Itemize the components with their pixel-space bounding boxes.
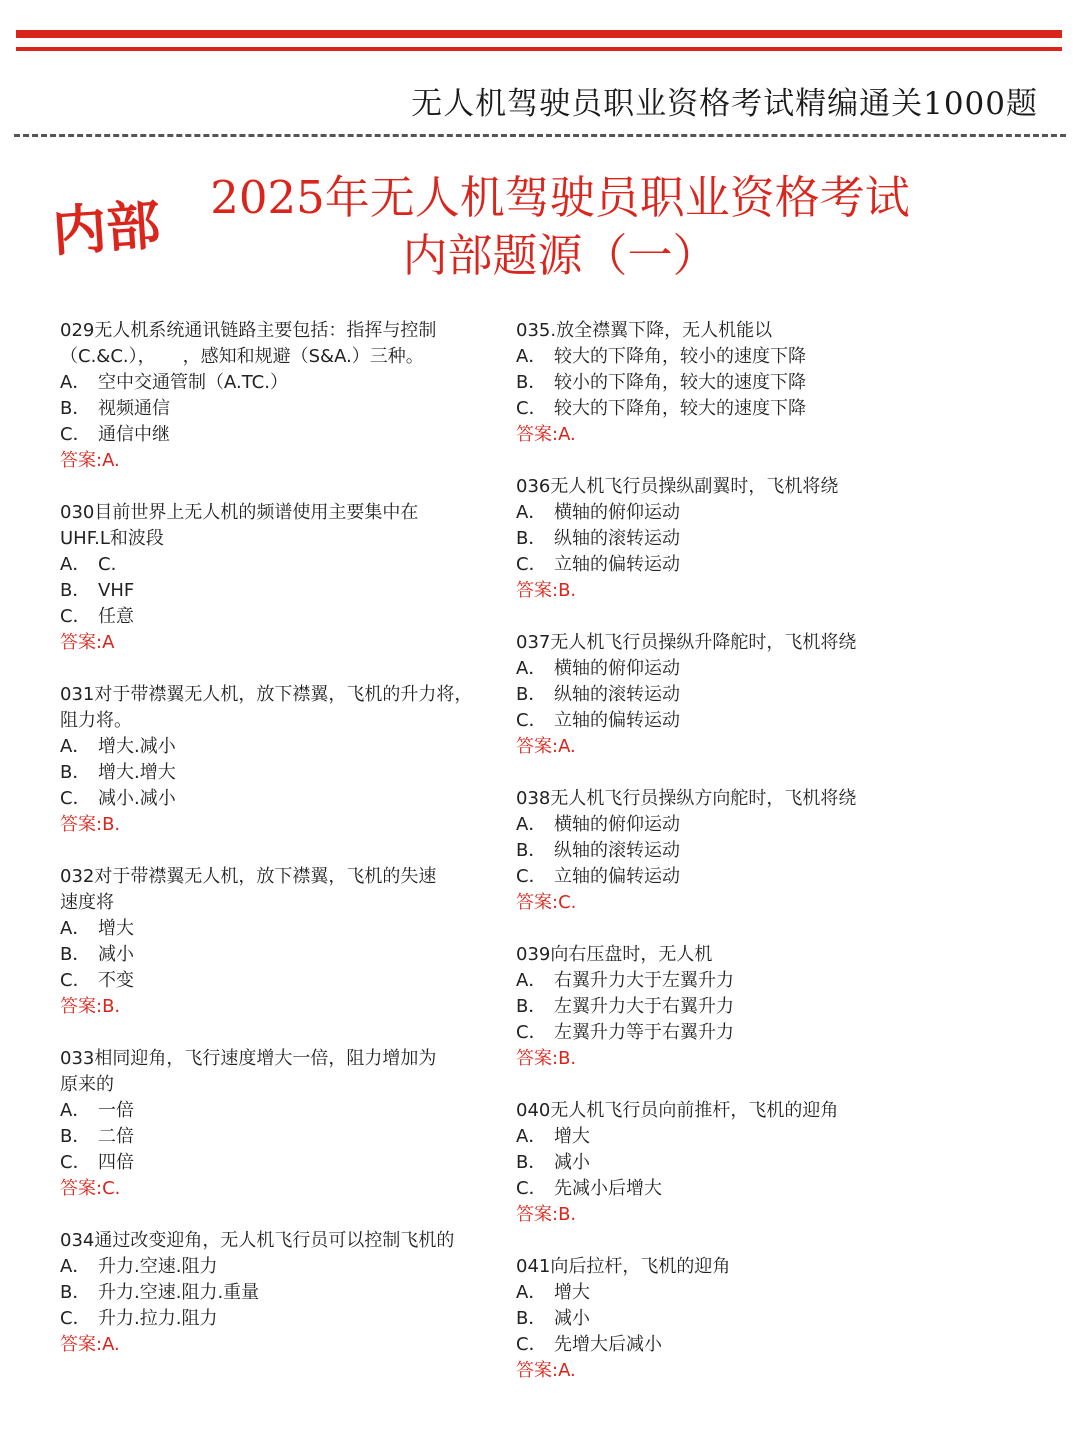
option-letter: B． <box>60 762 91 783</box>
question-stem: 原来的 <box>60 1074 114 1095</box>
question-stem: 阻力将。 <box>60 710 132 731</box>
option-text: 立轴的偏转运动 <box>554 554 680 575</box>
option-letter: B． <box>516 1308 547 1329</box>
option-a <box>60 734 500 760</box>
option-letter: A． <box>516 346 547 367</box>
option-letter: B． <box>60 1126 91 1147</box>
option-text: 一倍 <box>98 1100 134 1121</box>
page-title-line1: 2025年无人机驾驶员职业资格考试 <box>210 171 910 224</box>
question-stem: 029无人机系统通讯链路主要包括：指挥与控制 <box>60 320 437 341</box>
answer-label: 答案:B. <box>60 814 121 835</box>
option-a <box>60 1098 500 1124</box>
option-b <box>516 838 956 864</box>
answer-label: 答案:C. <box>516 892 577 913</box>
option-letter: C． <box>516 1178 547 1199</box>
question-stem: 034通过改变迎角，无人机飞行员可以控制飞机的 <box>60 1230 455 1251</box>
option-c <box>516 864 956 890</box>
option-a <box>60 552 500 578</box>
option-c <box>60 604 500 630</box>
option-text: 视频通信 <box>98 398 170 419</box>
answer-label: 答案:B. <box>516 1204 577 1225</box>
option-letter: B． <box>60 1282 91 1303</box>
option-letter: A． <box>516 1126 547 1147</box>
question-stem: 033相同迎角，飞行速度增大一倍，阻力增加为 <box>60 1048 437 1069</box>
option-letter: A． <box>516 502 547 523</box>
question-stem: 038无人机飞行员操纵方向舵时，飞机将绕 <box>516 788 857 809</box>
internal-badge: 内部 <box>50 192 163 264</box>
option-letter: B． <box>60 580 91 601</box>
option-c <box>60 786 500 812</box>
top-red-thin-bar <box>16 47 1062 51</box>
option-a <box>60 1254 500 1280</box>
option-text: 升力.空速.阻力 <box>98 1256 218 1277</box>
option-a <box>516 1280 956 1306</box>
answer-label: 答案:A. <box>60 1334 120 1355</box>
option-b <box>60 1124 500 1150</box>
option-letter: C． <box>516 1022 547 1043</box>
option-b <box>516 370 956 396</box>
option-text: 纵轴的滚转运动 <box>554 840 680 861</box>
question-block <box>516 630 956 760</box>
question-block <box>60 318 500 474</box>
option-text: 横轴的俯仰运动 <box>554 658 680 679</box>
option-text: 纵轴的滚转运动 <box>554 684 680 705</box>
option-a <box>516 1124 956 1150</box>
option-c <box>516 1020 956 1046</box>
option-letter: A． <box>516 1282 547 1303</box>
option-text: VHF <box>98 580 135 601</box>
option-letter: B． <box>516 684 547 705</box>
option-a <box>516 968 956 994</box>
answer-label: 答案:C. <box>60 1178 121 1199</box>
option-letter: C． <box>516 1334 547 1355</box>
option-letter: A． <box>60 918 91 939</box>
question-block <box>60 1228 500 1358</box>
book-title: 无人机驾驶员职业资格考试精编通关1000题 <box>411 86 1038 122</box>
option-letter: A． <box>60 372 91 393</box>
right-question-column <box>516 318 956 1410</box>
question-stem: （C.&C.）， ，感知和规避（S&A.）三种。 <box>60 346 424 367</box>
option-text: 立轴的偏转运动 <box>554 710 680 731</box>
question-stem: 037无人机飞行员操纵升降舵时，飞机将绕 <box>516 632 857 653</box>
option-text: 减小 <box>98 944 134 965</box>
option-text: 横轴的俯仰运动 <box>554 502 680 523</box>
option-text: 四倍 <box>98 1152 134 1173</box>
option-text: 较大的下降角，较大的速度下降 <box>554 398 806 419</box>
question-block <box>60 500 500 656</box>
option-b <box>516 1306 956 1332</box>
option-a <box>516 500 956 526</box>
question-block <box>516 942 956 1072</box>
option-letter: B． <box>516 372 547 393</box>
answer-label: 答案:A. <box>516 736 576 757</box>
option-c <box>516 1176 956 1202</box>
option-c <box>60 1306 500 1332</box>
option-text: 任意 <box>98 606 134 627</box>
question-stem: 031对于带襟翼无人机，放下襟翼，飞机的升力将， <box>60 684 473 705</box>
option-letter: C． <box>516 554 547 575</box>
question-block <box>60 864 500 1020</box>
option-c <box>516 396 956 422</box>
option-letter: C． <box>60 1308 91 1329</box>
option-b <box>516 994 956 1020</box>
option-text: 左翼升力大于右翼升力 <box>554 996 734 1017</box>
option-a <box>516 656 956 682</box>
option-b <box>60 1280 500 1306</box>
option-b <box>60 942 500 968</box>
option-text: 左翼升力等于右翼升力 <box>554 1022 734 1043</box>
option-letter: C． <box>60 606 91 627</box>
option-text: 右翼升力大于左翼升力 <box>554 970 734 991</box>
option-b <box>516 526 956 552</box>
answer-label: 答案:A. <box>516 424 576 445</box>
option-text: 先减小后增大 <box>554 1178 662 1199</box>
option-text: 空中交通管制（A.TC.） <box>98 372 288 393</box>
option-letter: C． <box>60 1152 91 1173</box>
answer-label: 答案:B. <box>60 996 121 1017</box>
option-letter: C． <box>516 398 547 419</box>
option-letter: C． <box>516 866 547 887</box>
question-block <box>516 786 956 916</box>
option-c <box>60 1150 500 1176</box>
option-text: 升力.拉力.阻力 <box>98 1308 218 1329</box>
question-block <box>60 1046 500 1202</box>
option-c <box>60 422 500 448</box>
question-stem: 032对于带襟翼无人机，放下襟翼，飞机的失速 <box>60 866 437 887</box>
question-block <box>60 682 500 838</box>
option-a <box>60 916 500 942</box>
option-text: 减小.减小 <box>98 788 176 809</box>
answer-label: 答案:B. <box>516 580 577 601</box>
option-letter: B． <box>516 996 547 1017</box>
question-block <box>516 1098 956 1228</box>
option-text: 不变 <box>98 970 134 991</box>
answer-label: 答案:A. <box>516 1360 576 1381</box>
option-a <box>516 344 956 370</box>
option-text: 升力.空速.阻力.重量 <box>98 1282 260 1303</box>
option-c <box>516 552 956 578</box>
option-letter: B． <box>516 528 547 549</box>
page-title-line2: 内部题源（一） <box>402 229 718 282</box>
option-text: 增大.增大 <box>98 762 176 783</box>
question-stem: 040无人机飞行员向前推杆，飞机的迎角 <box>516 1100 839 1121</box>
answer-label: 答案:A. <box>60 450 120 471</box>
option-letter: B． <box>516 840 547 861</box>
option-text: 增大 <box>554 1282 590 1303</box>
option-text: C. <box>98 554 117 575</box>
option-a <box>60 370 500 396</box>
option-letter: B． <box>60 944 91 965</box>
option-text: 增大 <box>98 918 134 939</box>
option-c <box>516 708 956 734</box>
option-b <box>516 682 956 708</box>
option-text: 减小 <box>554 1308 590 1329</box>
option-text: 先增大后减小 <box>554 1334 662 1355</box>
question-stem: 039向右压盘时，无人机 <box>516 944 713 965</box>
option-b <box>60 578 500 604</box>
answer-label: 答案:A <box>60 632 115 653</box>
option-b <box>516 1150 956 1176</box>
option-letter: A． <box>516 814 547 835</box>
option-text: 二倍 <box>98 1126 134 1147</box>
option-text: 减小 <box>554 1152 590 1173</box>
option-text: 纵轴的滚转运动 <box>554 528 680 549</box>
question-block <box>516 1254 956 1384</box>
question-stem: 041向后拉杆，飞机的迎角 <box>516 1256 731 1277</box>
question-stem: 036无人机飞行员操纵副翼时，飞机将绕 <box>516 476 839 497</box>
answer-label: 答案:B. <box>516 1048 577 1069</box>
option-letter: A． <box>516 970 547 991</box>
option-letter: A． <box>60 736 91 757</box>
option-c <box>516 1332 956 1358</box>
left-question-column <box>60 318 500 1384</box>
option-c <box>60 968 500 994</box>
question-stem: 030目前世界上无人机的频谱使用主要集中在 <box>60 502 419 523</box>
option-letter: C． <box>60 424 91 445</box>
option-b <box>60 760 500 786</box>
option-a <box>516 812 956 838</box>
option-letter: A． <box>60 1256 91 1277</box>
option-text: 通信中继 <box>98 424 170 445</box>
option-text: 增大 <box>554 1126 590 1147</box>
option-letter: C． <box>60 788 91 809</box>
option-letter: C． <box>516 710 547 731</box>
option-letter: A． <box>60 554 91 575</box>
option-letter: B． <box>516 1152 547 1173</box>
top-red-bar <box>16 30 1062 38</box>
question-stem: 速度将 <box>60 892 114 913</box>
question-block <box>516 318 956 448</box>
option-text: 较大的下降角，较小的速度下降 <box>554 346 806 367</box>
option-text: 立轴的偏转运动 <box>554 866 680 887</box>
option-text: 增大.减小 <box>98 736 176 757</box>
option-letter: A． <box>60 1100 91 1121</box>
option-b <box>60 396 500 422</box>
question-stem: UHF.L和波段 <box>60 528 164 549</box>
question-block <box>516 474 956 604</box>
question-stem: 035.放全襟翼下降，无人机能以 <box>516 320 773 341</box>
option-letter: A． <box>516 658 547 679</box>
dashed-divider <box>14 134 1066 137</box>
option-letter: B． <box>60 398 91 419</box>
option-text: 较小的下降角，较大的速度下降 <box>554 372 806 393</box>
option-letter: C． <box>60 970 91 991</box>
option-text: 横轴的俯仰运动 <box>554 814 680 835</box>
